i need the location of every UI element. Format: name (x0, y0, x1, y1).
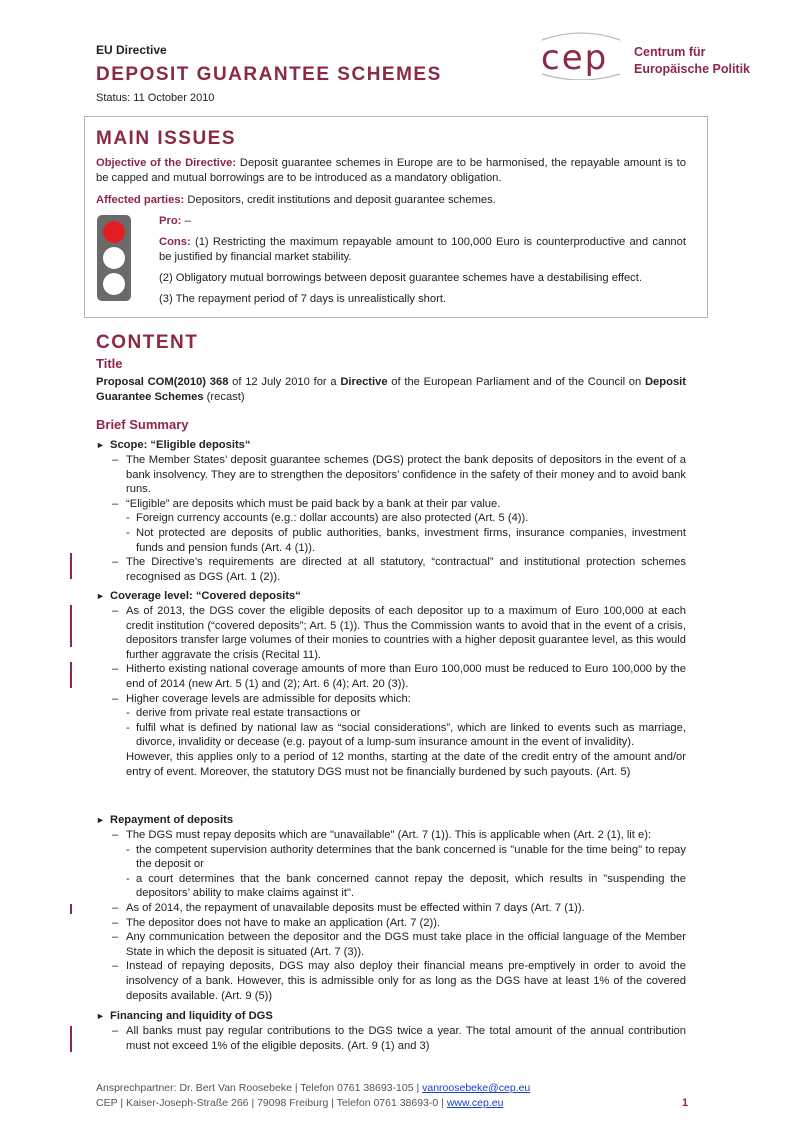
sub-list-item: - Not protected are deposits of public authorities, banks, investment firms, insurance companies, investment funds and pension funds (Art. 4 (1)). (126, 526, 686, 554)
section-repayment-heading (96, 814, 233, 826)
proposal-subject: Deposit Guarantee Schemes (96, 376, 686, 403)
section-repayment-items (112, 828, 686, 1003)
brief-summary-heading: Brief Summary (96, 417, 189, 432)
section-financing-items (112, 1024, 686, 1053)
footer-address-text: CEP | Kaiser-Joseph-Straße 266 | 79098 Freiburg | Telefon 0761 38693-0 | (96, 1097, 447, 1109)
affected-parties-label: Affected parties: (96, 194, 185, 206)
traffic-light-icon (97, 215, 131, 301)
document-type-label: EU Directive (96, 43, 167, 57)
list-item: – The depositor does not have to make an application (Art. 7 (2)). (112, 916, 441, 929)
list-item: – Instead of repaying deposits, DGS may also deploy their financial means pre-emptively in order to avoid the insolvency of a bank. However, this is admissible only for as long as the DGS have at least 1% of the covered deposits available. (Art. 9 (5)) (112, 960, 686, 1002)
arrow-right-icon: ► (96, 1011, 105, 1021)
list-item: – As of 2014, the repayment of unavailable deposits must be effected within 7 days (Art. 7 (1)). (112, 901, 585, 914)
section-financing-heading (96, 1010, 273, 1022)
objective-text: Deposit guarantee schemes in Europe are to be harmonised, the repayable amount is to be capped and mutual borrowings are to be introduced as a mandatory obligation. (96, 157, 686, 184)
organization-name-line2: Europäische Politik (634, 62, 751, 76)
list-item: – The Member States’ deposit guarantee schemes (DGS) protect the bank deposits of depositors in the event of a bank insolvency. They are to strengthen the depositors’ confidence in the safety of their money and to avoid bank runs. (112, 454, 686, 496)
section-scope-items (112, 453, 686, 584)
affected-parties-paragraph (96, 193, 686, 208)
list-item: – Hitherto existing national coverage amounts of more than Euro 100,000 must be reduced to Euro 100,000 by the end of 2014 (new Art. 5 (1) and (2); Art. 6 (4); Art. 20 (3)). (112, 663, 686, 690)
pro-text: – (181, 215, 191, 227)
sub-list-item: - fulfil what is defined by national law as “social considerations”, which are linked to events such as marriage, divorce, invalidity or decease (e.g. payout of a lump-sum insurance amount in the event of invalidity). (126, 721, 686, 749)
list-item: – The Directive’s requirements are directed at all statutory, “contractual” and institutional protection schemes recognised as DGS (Art. 1 (2)). (112, 556, 686, 583)
section-scope-heading (96, 439, 251, 451)
section-repayment-title: Repayment of deposits (110, 814, 234, 826)
arrow-right-icon: ► (96, 591, 105, 601)
organization-name-line1: Centrum für (634, 45, 706, 59)
section-scope-title: Scope: “Eligible deposits“ (110, 439, 251, 451)
proposal-of: of the European Parliament and of the Council on (387, 376, 645, 388)
page-number: 1 (682, 1097, 689, 1109)
sub-list-item: - derive from private real estate transactions or (126, 707, 361, 720)
footer-address (96, 1097, 503, 1109)
section-coverage-title: Coverage level: “Covered deposits“ (110, 590, 301, 602)
pro-label: Pro: (159, 215, 182, 227)
sub-list-item: - the competent supervision authority determines that the bank concerned is "unable for the time being" to repay the deposit or (126, 843, 686, 871)
footer-contact-text: Ansprechpartner: Dr. Bert Van Roosebeke | Telefon 0761 38693-105 | (96, 1082, 423, 1094)
cons-label: Cons: (159, 236, 191, 248)
traffic-light-green-bulb (103, 273, 125, 295)
cons-1-text: (1) Restricting the maximum repayable amount to 100,000 Euro is counterproductive and cannot be justified by financial market stability. (159, 236, 686, 263)
proposal-title (96, 375, 686, 404)
cons-2: (2) Obligatory mutual borrowings between deposit guarantee schemes have a destabilising effect. (159, 272, 642, 284)
cep-logo: cep (541, 38, 609, 78)
traffic-light-amber-bulb (103, 247, 125, 269)
sub-list-item: - Foreign currency accounts (e.g.: dollar accounts) are also protected (Art. 5 (4)). (126, 512, 529, 525)
affected-parties-text: Depositors, credit institutions and deposit guarantee schemes. (184, 194, 496, 206)
traffic-light-red-bulb (103, 221, 125, 243)
contact-email-link[interactable]: vanroosebeke@cep.eu (422, 1082, 531, 1094)
content-heading: CONTENT (96, 332, 199, 353)
organization-name (634, 44, 750, 78)
proposal-date: of 12 July 2010 for a (228, 376, 341, 388)
change-bar (70, 605, 72, 647)
section-coverage-items (112, 604, 686, 779)
title-heading: Title (96, 356, 123, 371)
section-financing-title: Financing and liquidity of DGS (110, 1010, 273, 1022)
change-bar (70, 662, 72, 688)
objective-label: Objective of the Directive: (96, 157, 237, 169)
list-item: – As of 2013, the DGS cover the eligible deposits of each depositor up to a maximum of Euro 100,000 at each credit institution (“covered deposits”; Art. 5 (1)). Thus the Commission wants to avoid that in the event of a crisis, depositors transfer large volumes of their monies to countries with a higher deposit guarantee level, as this would further aggravate the crisis (Recital 11). (112, 605, 686, 661)
cons-3: (3) The repayment period of 7 days is unrealistically short. (159, 293, 447, 305)
change-bar (70, 1026, 72, 1052)
sub-list-item: - a court determines that the bank concerned cannot repay the deposit, which results in "suspending the depositors’ ability to make claims against it". (126, 872, 686, 900)
change-bar (70, 553, 72, 579)
list-item: – Any communication between the depositor and the DGS must take place in the official language of the Member State in which the deposit is situated (Art. 7 (3)). (112, 931, 686, 958)
list-item-continuation: However, this applies only to a period of 12 months, starting at the date of the credit entry of the amount and/or entry of event. Moreover, the statutory DGS must not be financially burdened by such payouts. (Art. 5) (126, 750, 686, 778)
arrow-right-icon: ► (96, 440, 105, 450)
status-date: Status: 11 October 2010 (96, 92, 215, 104)
proposal-directive: Directive (340, 376, 388, 388)
section-coverage-heading (96, 590, 301, 602)
main-issues-heading: MAIN ISSUES (96, 128, 237, 149)
proposal-reference: Proposal COM(2010) 368 (96, 376, 229, 388)
change-bar (70, 904, 72, 914)
list-item: – Higher coverage levels are admissible for deposits which: (112, 692, 411, 705)
list-item: – “Eligible” are deposits which must be paid back by a bank at their par value. (112, 497, 501, 510)
objective-paragraph (96, 156, 686, 185)
website-link[interactable]: www.cep.eu (446, 1097, 504, 1109)
arrow-right-icon: ► (96, 815, 105, 825)
footer-contact (96, 1082, 530, 1094)
document-title: DEPOSIT GUARANTEE SCHEMES (96, 64, 442, 85)
cons-1 (159, 235, 686, 264)
pro-line (159, 214, 686, 229)
list-item: – The DGS must repay deposits which are "unavailable" (Art. 7 (1)). This is applicable when (Art. 2 (1), lit e): (112, 829, 652, 841)
list-item: – All banks must pay regular contributions to the DGS twice a year. The total amount of the annual contribution must not exceed 1% of the eligible deposits. (Art. 9 (1) and 3) (112, 1025, 686, 1052)
proposal-recast: (recast) (203, 390, 245, 403)
